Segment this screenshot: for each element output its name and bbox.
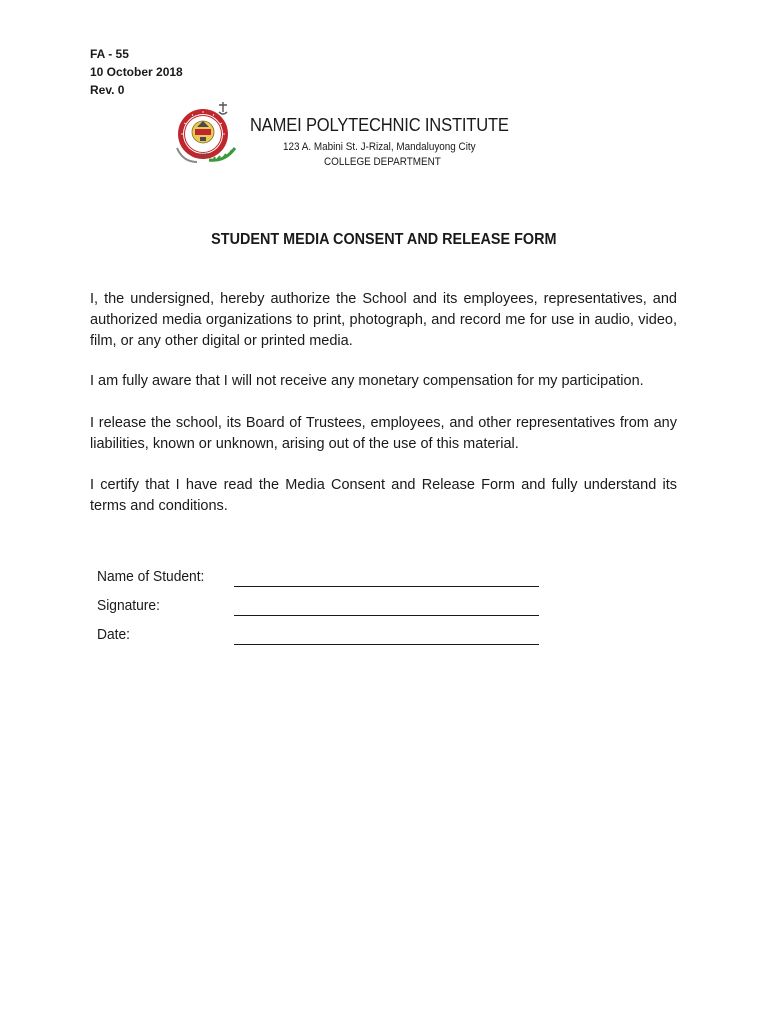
signature-row (97, 595, 547, 619)
institute-department: COLLEGE DEPARTMENT (324, 156, 441, 168)
document-date: 10 October 2018 (90, 65, 183, 79)
student-name-line[interactable] (234, 586, 539, 587)
institute-name: NAMEI POLYTECHNIC INSTITUTE (250, 115, 509, 135)
date-label: Date: (97, 626, 130, 643)
svg-text:1960: 1960 (197, 153, 209, 159)
date-row (97, 624, 547, 648)
institute-seal-icon (173, 96, 241, 174)
consent-paragraph-certification: I certify that I have read the Media Consent and Release Form and fully understand its terms and conditions. (90, 477, 677, 514)
consent-paragraph-authorization: I, the undersigned, hereby authorize the School and its employees, representatives, and authorized media organizations to print, photograph, and record me for use in audio, video, film, or any other digital or printed media. (90, 291, 677, 349)
signature-label: Signature: (97, 597, 160, 614)
consent-paragraph-release: I release the school, its Board of Trustees, employees, and other representatives from any liabilities, known or unknown, arising out of the use of this material. (90, 415, 677, 452)
letterhead (173, 96, 593, 176)
institute-address: 123 A. Mabini St. J-Rizal, Mandaluyong City (283, 141, 476, 153)
signature-line[interactable] (234, 615, 539, 616)
form-title-text: STUDENT MEDIA CONSENT AND RELEASE FORM (211, 231, 557, 248)
form-title (0, 231, 768, 249)
student-name-label: Name of Student: (97, 568, 205, 585)
date-line[interactable] (234, 644, 539, 645)
student-name-row (97, 566, 547, 590)
document-revision: Rev. 0 (90, 83, 125, 97)
document-code: FA - 55 (90, 47, 129, 61)
document-control-info (90, 45, 183, 99)
consent-paragraph-compensation: I am fully aware that I will not receive any monetary compensation for my participation. (90, 373, 644, 389)
